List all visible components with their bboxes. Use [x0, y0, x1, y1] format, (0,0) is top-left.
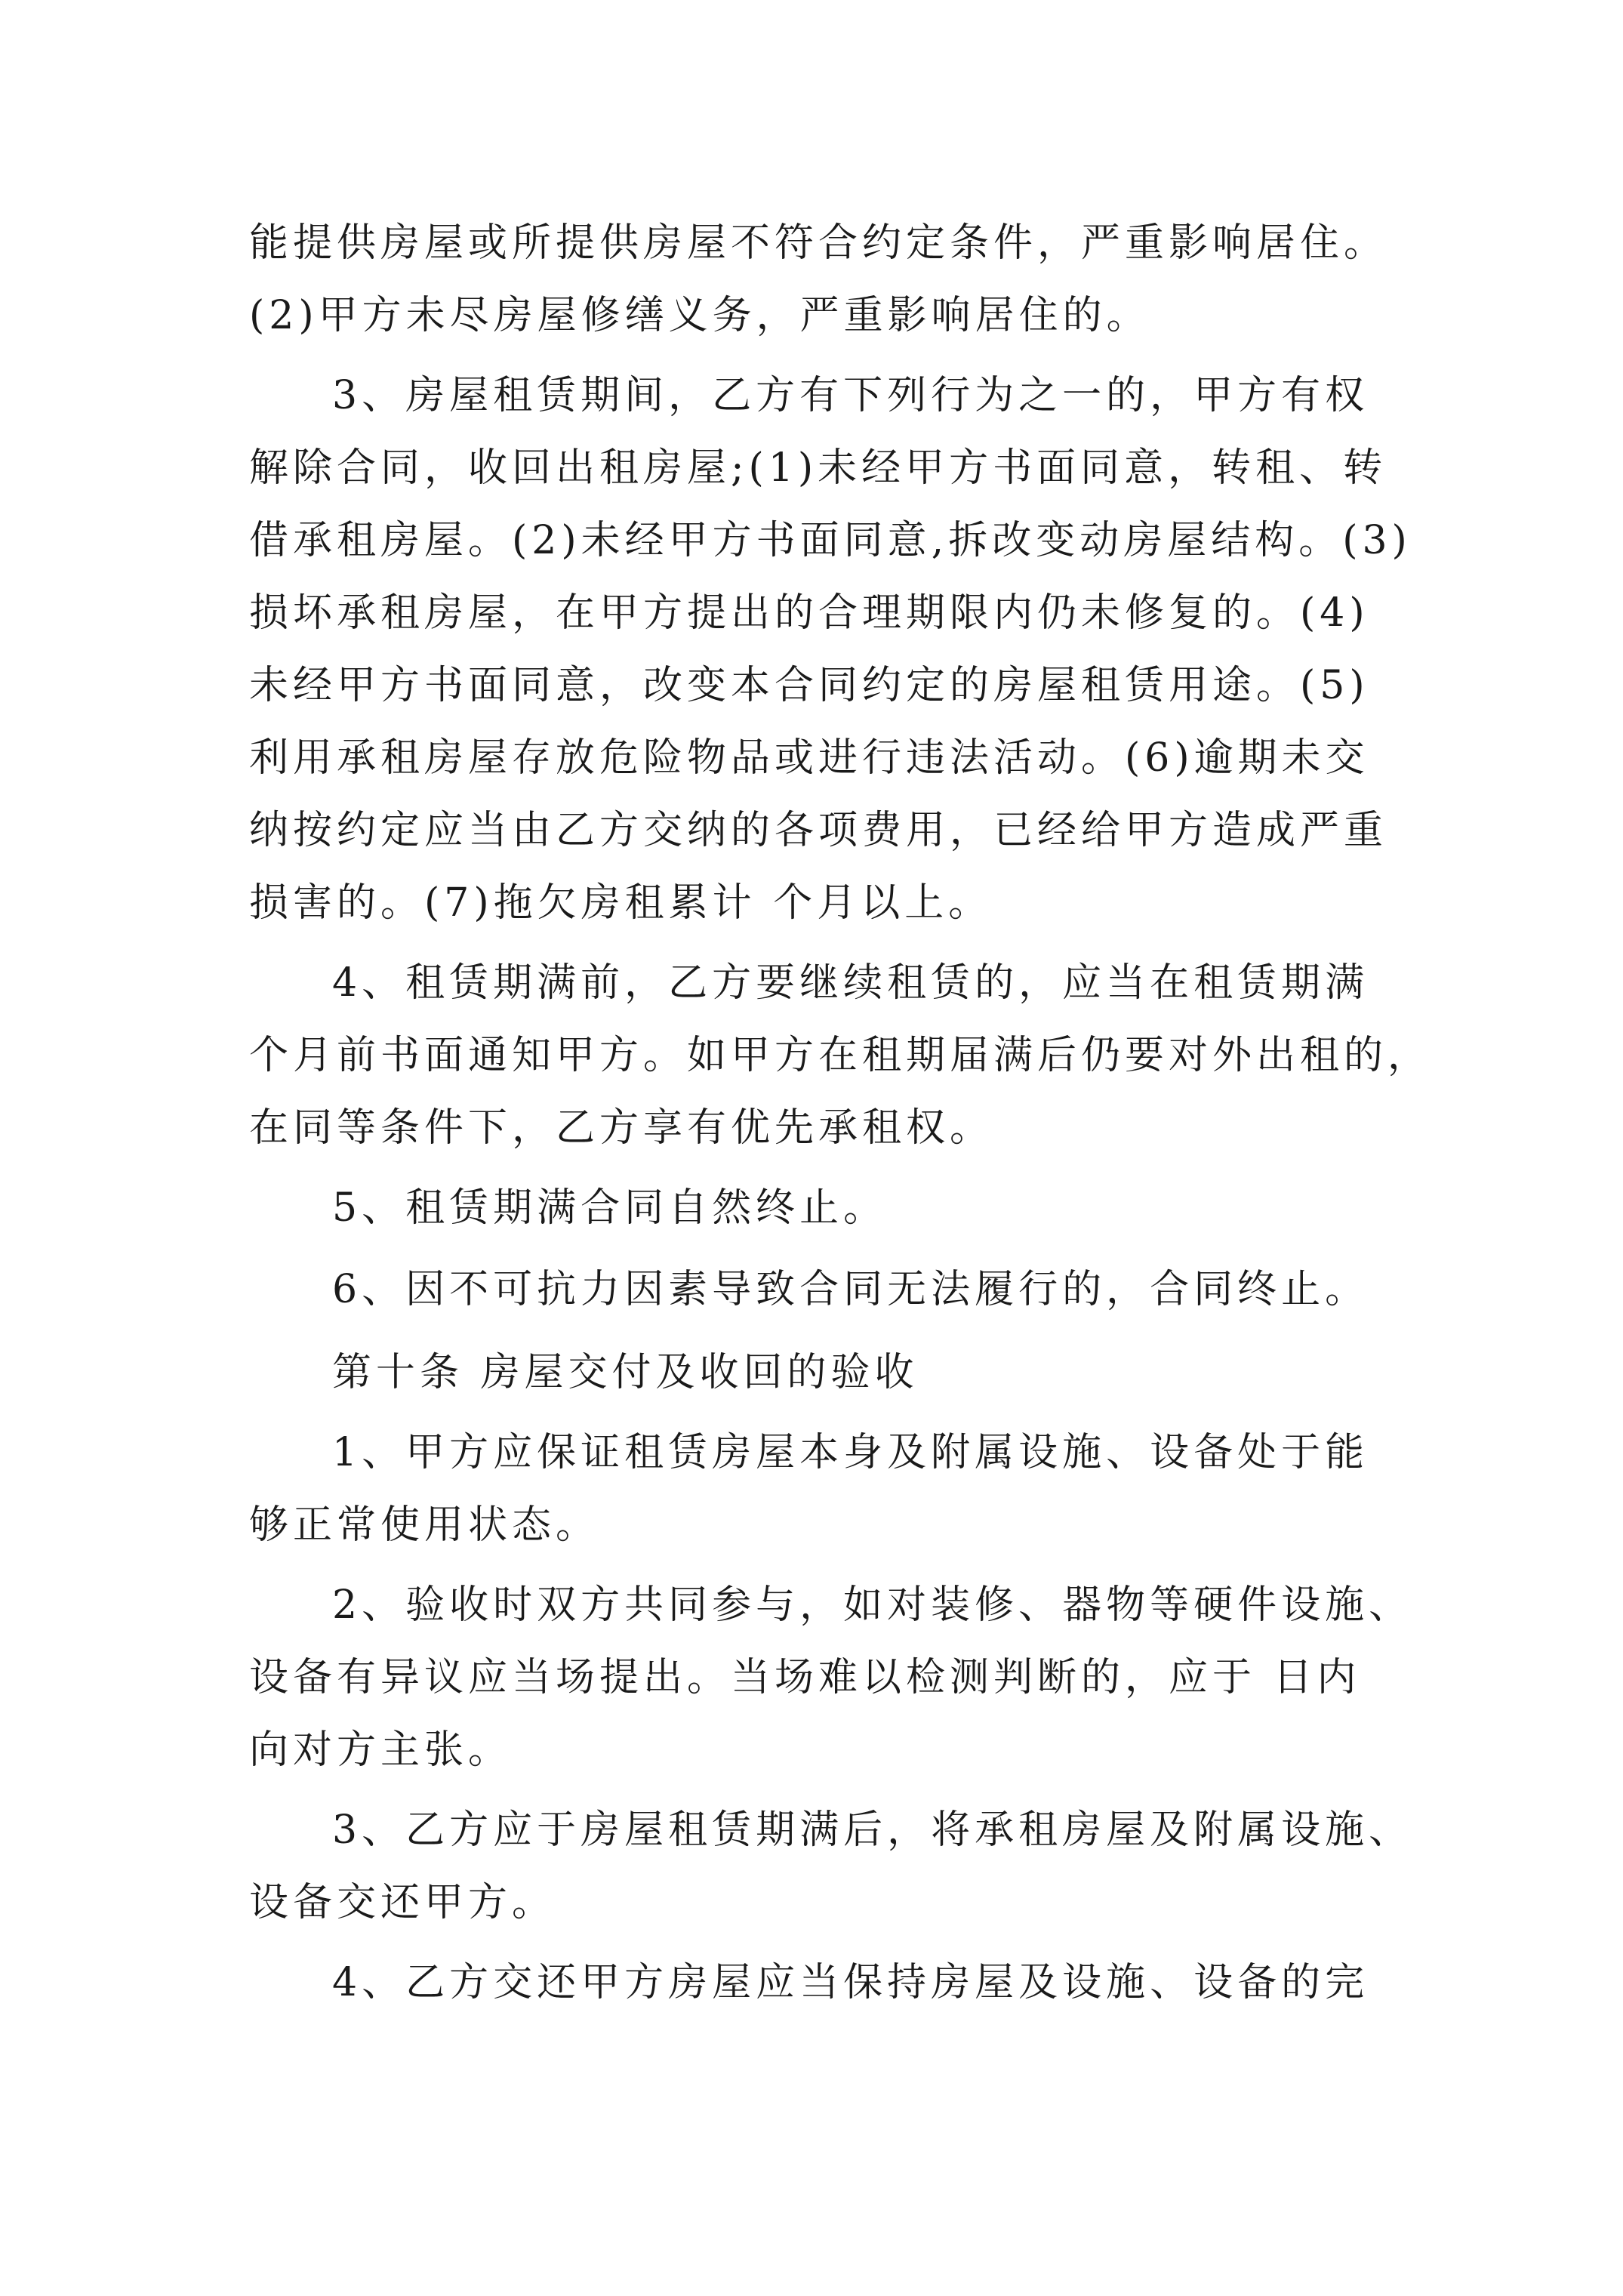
text-line: 利用承租房屋存放危险物品或进行违法活动。(6)逾期未交 [249, 735, 1369, 781]
text-line: 在同等条件下，乙方享有优先承租权。 [249, 1105, 994, 1151]
text-line: 能提供房屋或所提供房屋不符合约定条件，严重影响居住。 [249, 220, 1388, 266]
text-line: 损坏承租房屋，在甲方提出的合理期限内仍未修复的。(4) [249, 590, 1369, 636]
section-heading: 第十条 房屋交付及收回的验收 [332, 1350, 919, 1395]
text-line: 个月前书面通知甲方。如甲方在租期届满后仍要对外出租的， [249, 1033, 1432, 1078]
text-line: 3、乙方应于房屋租赁期满后，将承租房屋及附属设施、 [332, 1808, 1413, 1853]
text-line: 设备有异议应当场提出。当场难以检测判断的，应于 日内 [249, 1655, 1361, 1700]
text-line: 借承租房屋。(2)未经甲方书面同意,拆改变动房屋结构。(3) [249, 518, 1412, 563]
text-line: 2、验收时双方共同参与，如对装修、器物等硬件设施、 [332, 1583, 1413, 1628]
text-line: 纳按约定应当由乙方交纳的各项费用，已经给甲方造成严重 [249, 808, 1388, 853]
text-line: 损害的。(7)拖欠房租累计 个月以上。 [249, 880, 993, 926]
text-line: 解除合同，收回出租房屋;(1)未经甲方书面同意，转租、转 [249, 445, 1387, 491]
text-line: 4、租赁期满前，乙方要继续租赁的，应当在租赁期满 [332, 960, 1369, 1006]
text-line: 未经甲方书面同意，改变本合同约定的房屋租赁用途。(5) [249, 663, 1369, 708]
text-line: 向对方主张。 [249, 1727, 513, 1773]
text-line: (2)甲方未尽房屋修缮义务，严重影响居住的。 [249, 293, 1150, 338]
text-line: 1、甲方应保证租赁房屋本身及附属设施、设备处于能 [332, 1430, 1369, 1475]
text-line: 5、租赁期满合同自然终止。 [332, 1185, 888, 1231]
text-line: 3、房屋租赁期间，乙方有下列行为之一的，甲方有权 [332, 373, 1369, 418]
text-line: 4、乙方交还甲方房屋应当保持房屋及设施、设备的完 [332, 1960, 1369, 2005]
text-line: 设备交还甲方。 [249, 1880, 556, 1925]
text-line: 6、因不可抗力因素导致合同无法履行的，合同终止。 [332, 1267, 1369, 1312]
text-line: 够正常使用状态。 [249, 1502, 600, 1548]
